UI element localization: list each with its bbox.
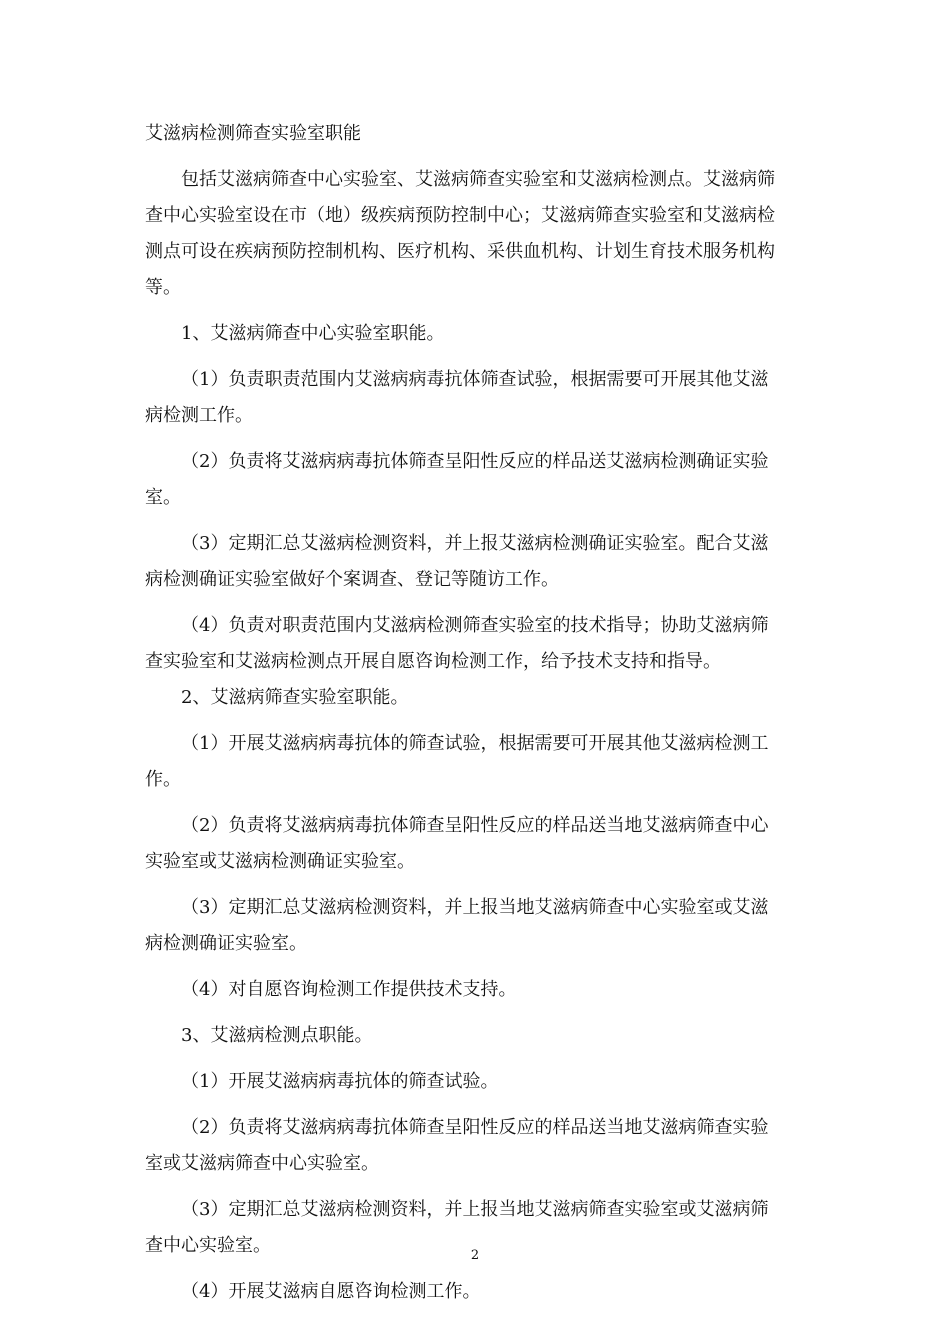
list-item <box>145 1110 810 1182</box>
item-line: （2）负责将艾滋病病毒抗体筛查呈阳性反应的样品送艾滋病检测确证实验 <box>181 451 769 472</box>
list-item <box>145 726 810 798</box>
item-line: （3）定期汇总艾滋病检测资料，并上报当地艾滋病筛查实验室或艾滋病筛 <box>181 1199 769 1220</box>
item-line: 病检测确证实验室。 <box>145 933 307 954</box>
item-line: （1）负责职责范围内艾滋病病毒抗体筛查试验，根据需要可开展其他艾滋 <box>181 369 769 390</box>
item-line: （4）负责对职责范围内艾滋病检测筛查实验室的技术指导；协助艾滋病筛 <box>181 615 769 636</box>
list-item: （1）开展艾滋病病毒抗体的筛查试验。 <box>181 1071 499 1092</box>
item-line: 病检测工作。 <box>145 405 253 426</box>
item-line: 查中心实验室。 <box>145 1235 271 1256</box>
list-item <box>145 608 810 680</box>
item-line: （2）负责将艾滋病病毒抗体筛查呈阳性反应的样品送当地艾滋病筛查实验 <box>181 1117 769 1138</box>
item-line: （2）负责将艾滋病病毒抗体筛查呈阳性反应的样品送当地艾滋病筛查中心 <box>181 815 769 836</box>
item-line: 实验室或艾滋病检测确证实验室。 <box>145 851 415 872</box>
intro-line: 查中心实验室设在市（地）级疾病预防控制中心；艾滋病筛查实验室和艾滋病检 <box>145 205 775 226</box>
document-title: 艾滋病检测筛查实验室职能 <box>145 123 361 144</box>
section-heading: 1、艾滋病筛查中心实验室职能。 <box>181 323 445 344</box>
item-line: 查实验室和艾滋病检测点开展自愿咨询检测工作，给予技术支持和指导。 <box>145 651 721 672</box>
section-heading: 3、艾滋病检测点职能。 <box>181 1025 373 1046</box>
item-line: 室。 <box>145 487 181 508</box>
item-line: 作。 <box>145 769 181 790</box>
item-line: 室或艾滋病筛查中心实验室。 <box>145 1153 379 1174</box>
intro-line: 测点可设在疾病预防控制机构、医疗机构、采供血机构、计划生育技术服务机构 <box>145 241 775 262</box>
list-item: （4）对自愿咨询检测工作提供技术支持。 <box>181 979 517 1000</box>
list-item <box>145 444 810 516</box>
page-number: 2 <box>470 1248 480 1263</box>
list-item <box>145 890 810 962</box>
item-line: （3）定期汇总艾滋病检测资料，并上报当地艾滋病筛查中心实验室或艾滋 <box>181 897 769 918</box>
intro-line: 包括艾滋病筛查中心实验室、艾滋病筛查实验室和艾滋病检测点。艾滋病筛 <box>181 169 775 190</box>
list-item <box>145 362 810 434</box>
list-item <box>145 526 810 598</box>
intro-line: 等。 <box>145 277 181 298</box>
intro-paragraph <box>145 162 810 306</box>
item-line: 病检测确证实验室做好个案调查、登记等随访工作。 <box>145 569 559 590</box>
document-body <box>145 116 810 1310</box>
section-heading: 2、艾滋病筛查实验室职能。 <box>181 687 409 708</box>
item-line: （3）定期汇总艾滋病检测资料，并上报艾滋病检测确证实验室。配合艾滋 <box>181 533 769 554</box>
list-item: （4）开展艾滋病自愿咨询检测工作。 <box>181 1281 481 1302</box>
list-item <box>145 808 810 880</box>
item-line: （1）开展艾滋病病毒抗体的筛查试验，根据需要可开展其他艾滋病检测工 <box>181 733 769 754</box>
